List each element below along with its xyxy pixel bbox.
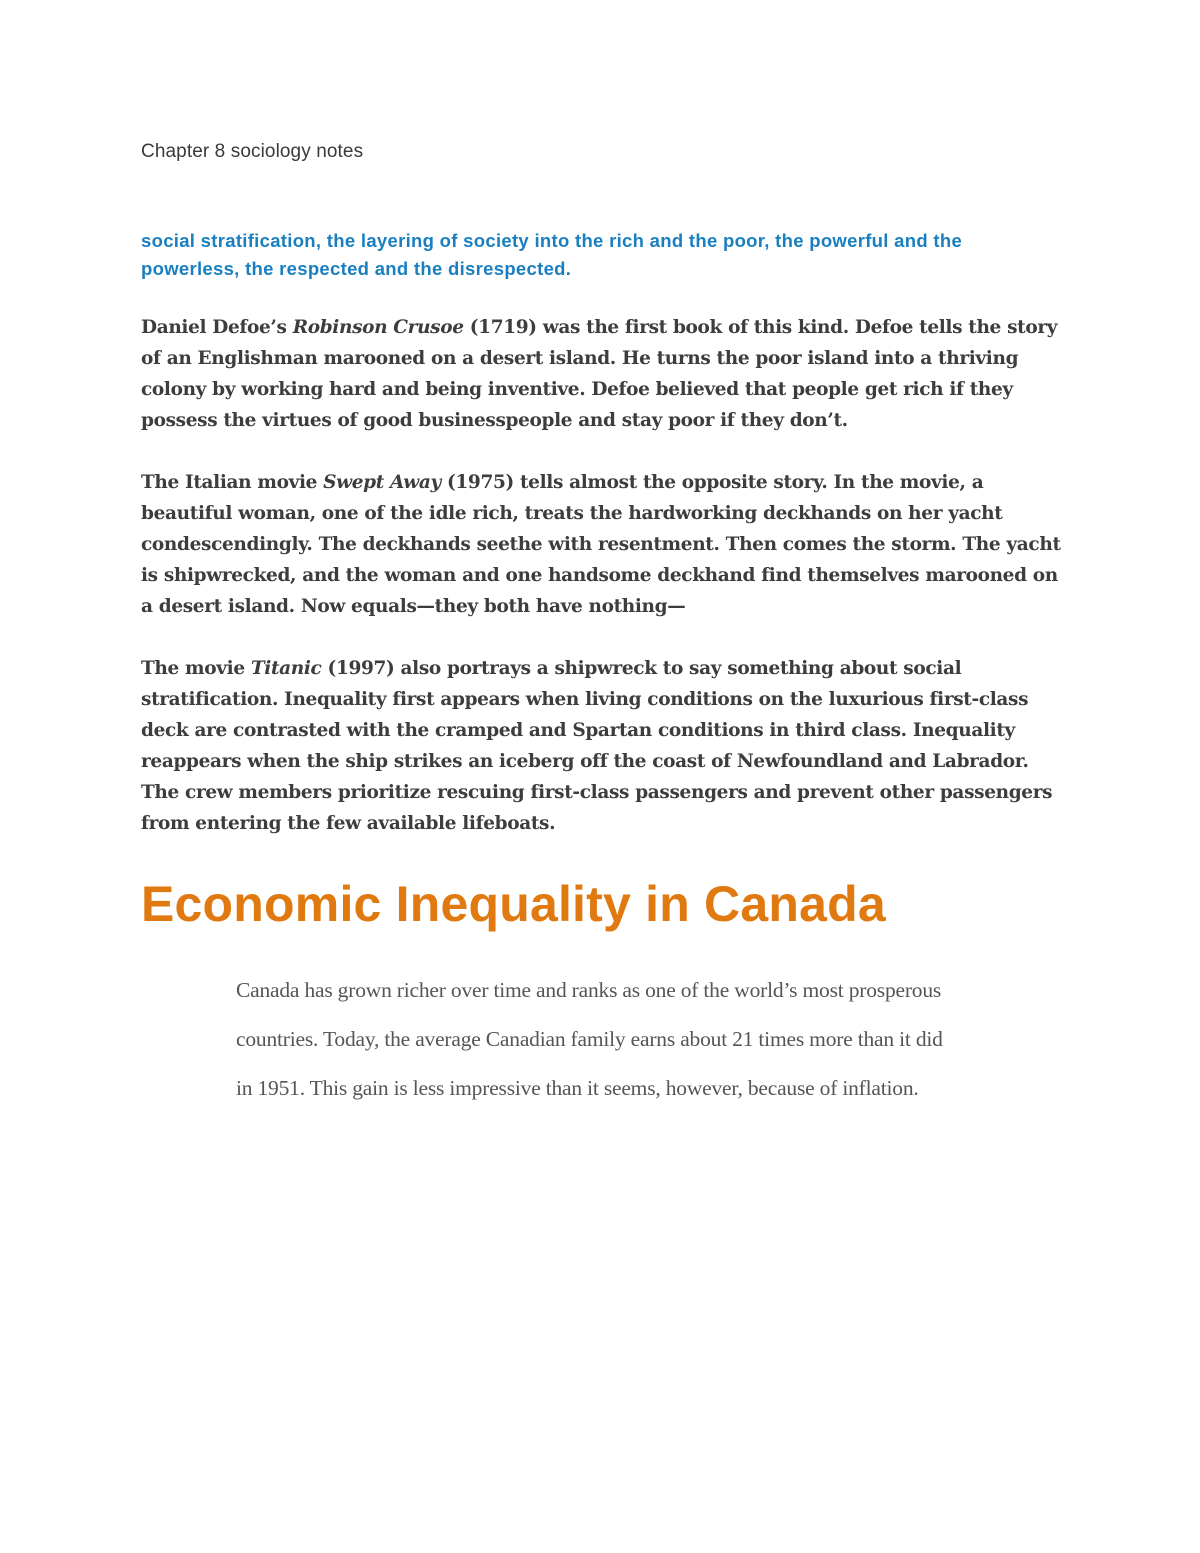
paragraph-text: The movie [141,658,251,679]
block-quote: Canada has grown richer over time and ranks as one of the world’s most prosperous countries. Today, the average Canadian family earns about 21 times more than it did in 1951. This gain is less impressive than it seems, however, because of inflation. [236,978,943,1100]
definition-paragraph: social stratification, the layering of society into the rich and the poor, the powerful and the powerless, the respected and the disrespected. [141,230,963,279]
paragraph-text: Daniel Defoe’s [141,317,293,338]
paragraph-titanic [141,653,1071,839]
document-title: Chapter 8 sociology notes [141,141,364,162]
paragraph-text: (1975) tells almost the opposite story. In the movie, a beautiful woman, one of the idle rich, treats the hardworking deckhands on her yacht condescendingly. The deckhands seethe with resentment. Then comes the storm. The yacht is shipwrecked, and the woman and one handsome deckhand find themselves marooned on a desert island. Now equals—they both have nothing— [141,472,1061,617]
work-title-titanic: Titanic [250,658,322,679]
paragraph-text: The Italian movie [141,472,324,493]
paragraph-robinson-crusoe [141,312,1071,436]
paragraph-text: (1997) also portrays a shipwreck to say something about social stratification. Inequality first appears when living conditions on the luxurious first-class deck are contrasted with the cramped and Spartan conditions in third class. Inequality reappears when the ship strikes an iceberg off the coast of Newfoundland and Labrador. The crew members prioritize rescuing first-class passengers and prevent other passengers from entering the few available lifeboats. [141,658,1053,834]
paragraph-swept-away [141,467,1071,622]
work-title-robinson-crusoe: Robinson Crusoe [292,317,464,338]
section-heading: Economic Inequality in Canada [141,876,886,932]
paragraph-text: (1719) was the first book of this kind. Defoe tells the story of an Englishman marooned on a desert island. He turns the poor island into a thriving colony by working hard and being inventive. Defoe believed that people get rich if they possess the virtues of good businesspeople and stay poor if they don’t. [141,317,1058,431]
work-title-swept-away: Swept Away [323,472,441,493]
